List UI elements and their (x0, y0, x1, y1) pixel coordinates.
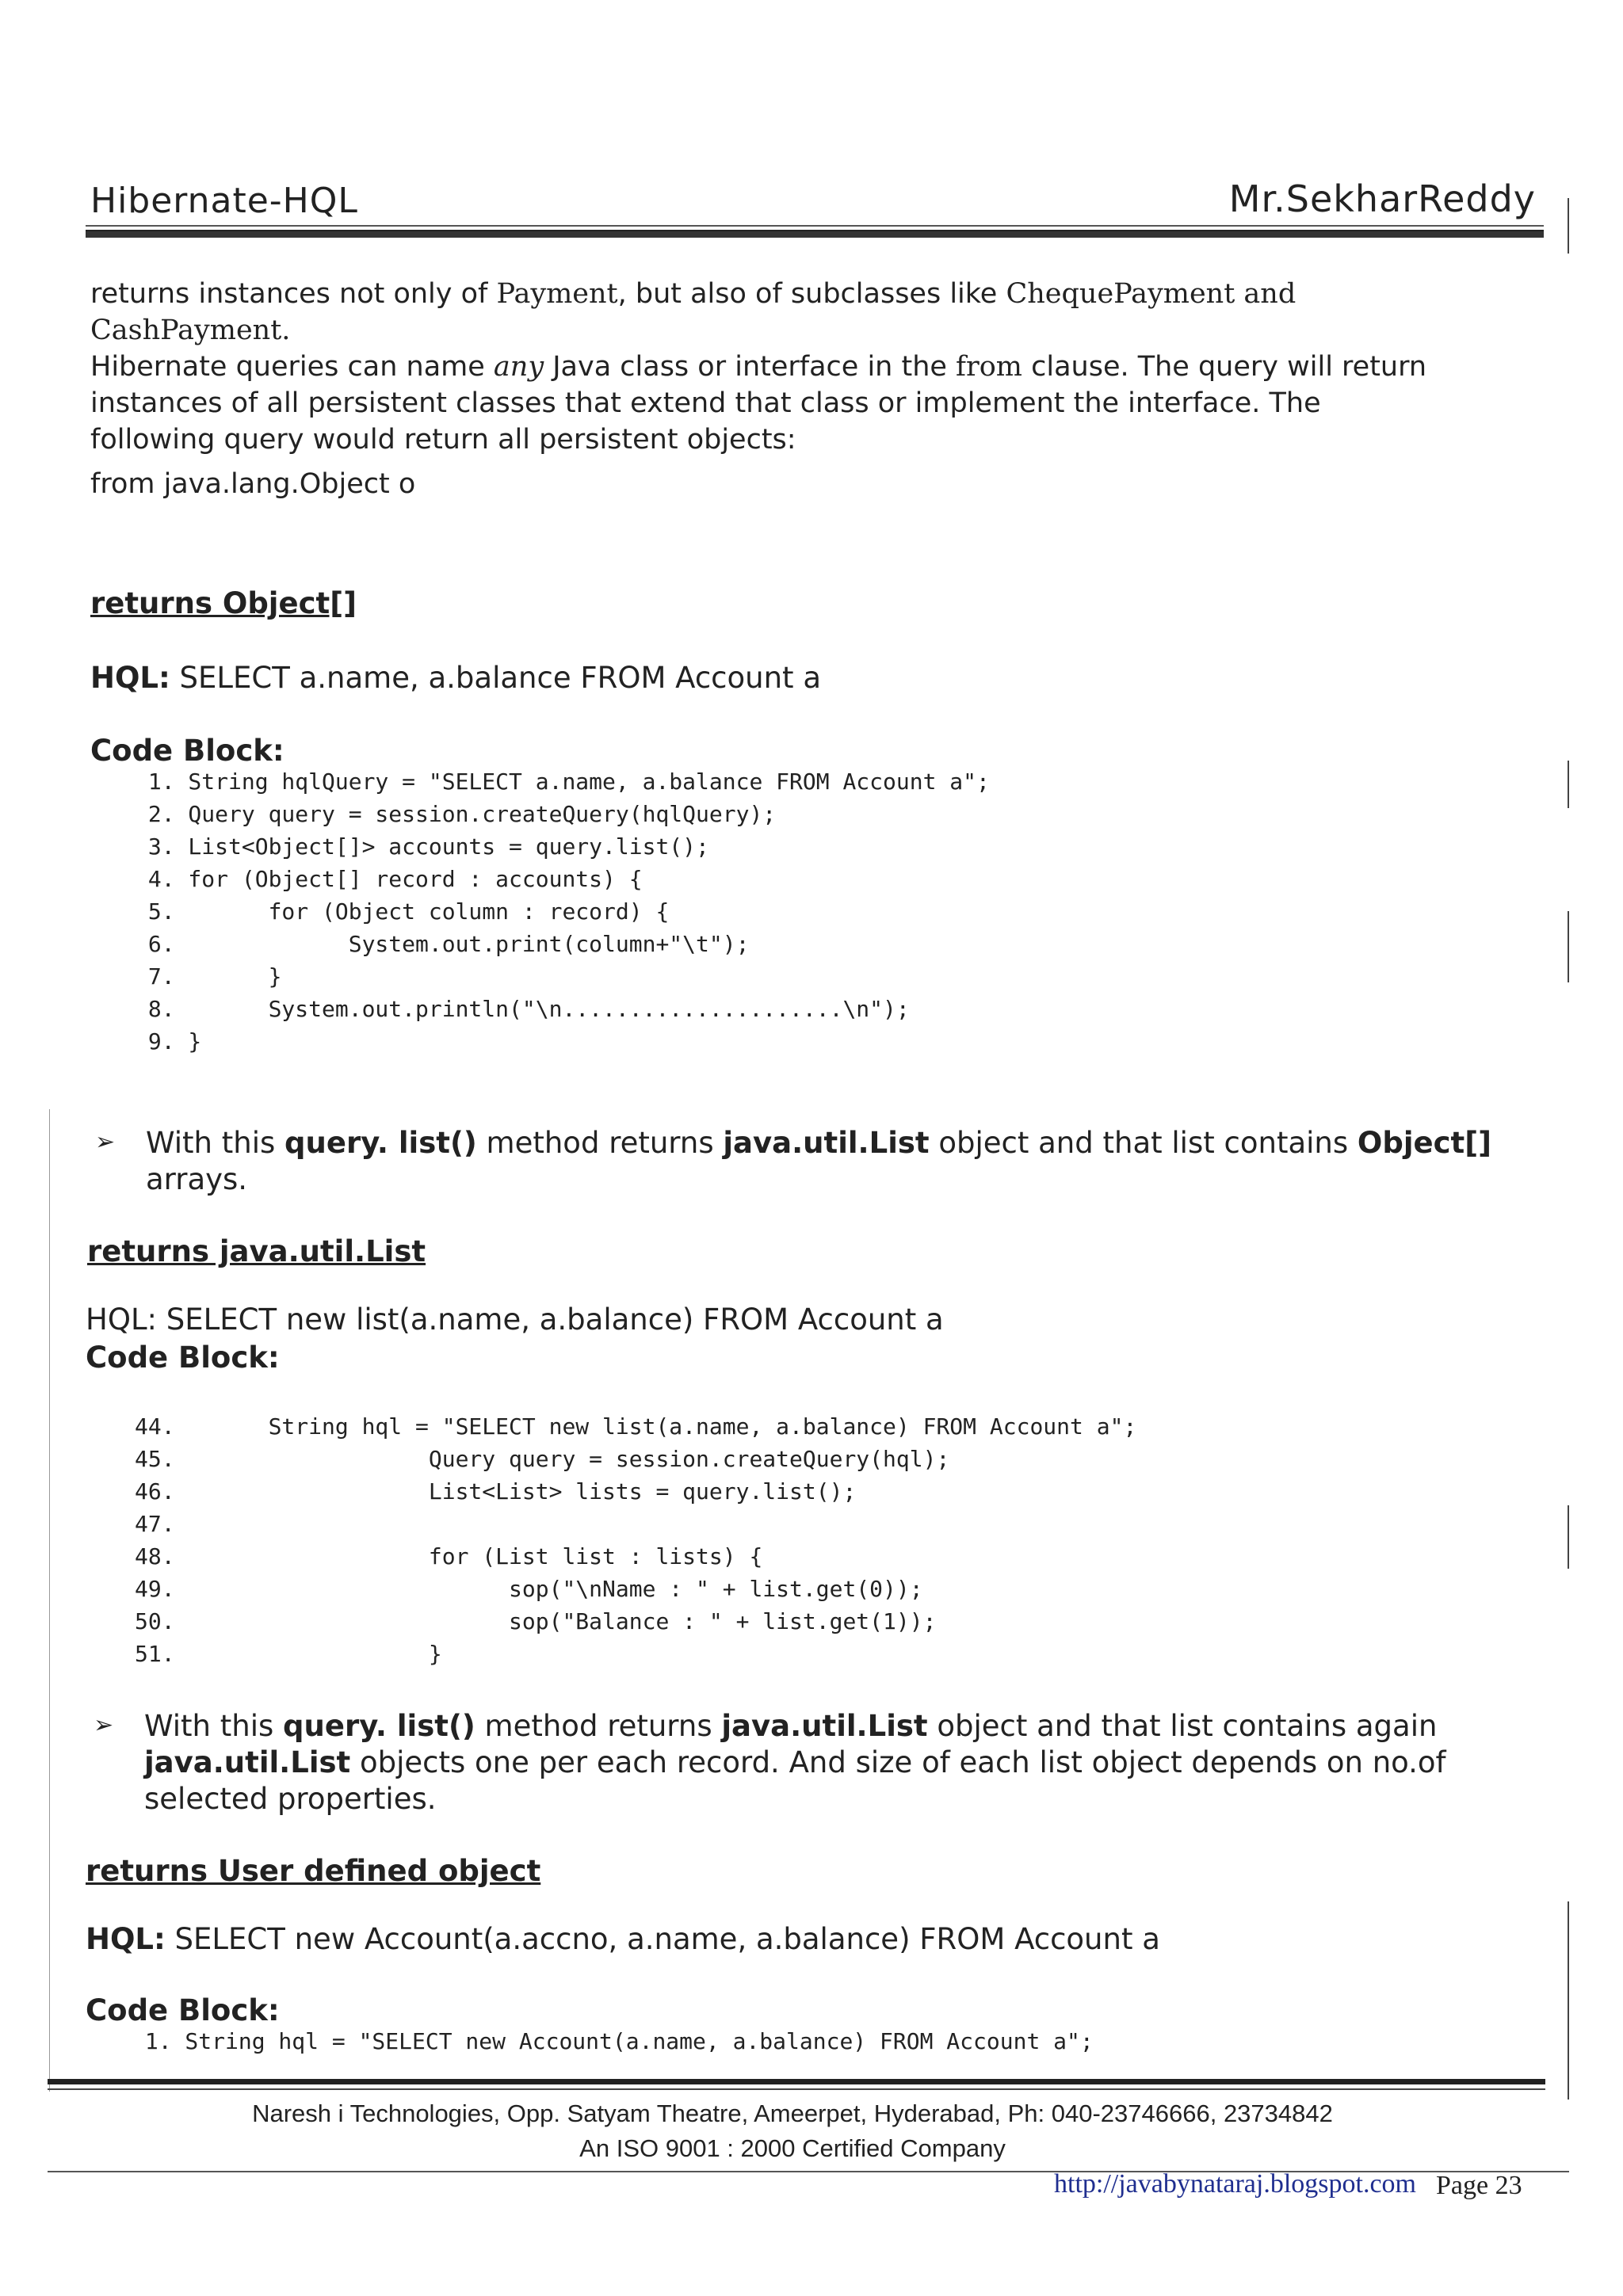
code-line: 2. Query query = session.createQuery(hqlQuery); (135, 801, 777, 827)
hql-statement: HQL: SELECT new list(a.name, a.balance) FROM Account a (86, 1302, 944, 1337)
footer-rule (48, 2079, 1545, 2084)
header-title: Hibernate-HQL (90, 181, 358, 221)
code-line: 1. String hqlQuery = "SELECT a.name, a.balance FROM Account a"; (135, 769, 990, 795)
intro-line-3: instances of all persistent classes that extend that class or implement the interface. The (90, 387, 1321, 419)
code-line: 50. sop("Balance : " + list.get(1)); (135, 1608, 937, 1634)
margin-mark (1568, 911, 1569, 982)
code-line: 8. System.out.println("\n.....................\n"); (135, 996, 910, 1022)
intro-line-2: Hibernate queries can name any Java class or interface in the from clause. The query will return (90, 351, 1427, 383)
code-line: 45. Query query = session.createQuery(hql); (135, 1446, 950, 1472)
section-heading: returns java.util.List (87, 1234, 426, 1268)
code-line: 46. List<List> lists = query.list(); (135, 1478, 857, 1505)
header-rule-thin (86, 225, 1544, 227)
footer-rule-thin (48, 2088, 1545, 2090)
margin-mark (1568, 1901, 1569, 2100)
code-block (135, 1413, 1136, 1673)
code-line: 48. for (List list : lists) { (135, 1543, 763, 1569)
bullet-arrow-icon: ➢ (95, 1128, 116, 1156)
code-line: 3. List<Object[]> accounts = query.list(); (135, 833, 709, 860)
code-line: 9. } (135, 1028, 202, 1055)
footer-address: Naresh i Technologies, Opp. Satyam Theatre, Ameerpet, Hyderabad, Ph: 040-23746666, 23734842 (252, 2100, 1333, 2127)
header-rule (86, 230, 1544, 238)
footer-certification: An ISO 9001 : 2000 Certified Company (579, 2134, 1006, 2162)
margin-mark (1568, 761, 1569, 808)
code-line: 44. String hql = "SELECT new list(a.name, a.balance) FROM Account a"; (135, 1413, 1137, 1440)
intro-example: from java.lang.Object o (90, 468, 416, 500)
intro-line-1: returns instances not only of Payment, but also of subclasses like ChequePayment and CashPayment. (90, 278, 1296, 346)
code-block-label: Code Block: (86, 1993, 280, 2027)
blog-link[interactable]: http://javabynataraj.blogspot.com (1054, 2169, 1417, 2199)
code-block (135, 769, 990, 1061)
code-line: 49. sop("\nName : " + list.get(0)); (135, 1576, 923, 1602)
hql-statement: HQL: SELECT a.name, a.balance FROM Account a (90, 661, 821, 695)
bullet-note: With this query. list() method returns java.util.List object and that list contains Object[] arrays. (146, 1126, 1492, 1196)
section-heading: returns User defined object (86, 1854, 541, 1888)
page-number: Page 23 (1436, 2171, 1522, 2200)
code-line: 5. for (Object column : record) { (135, 898, 670, 925)
hql-statement: HQL: SELECT new Account(a.accno, a.name, a.balance) FROM Account a (86, 1922, 1160, 1956)
code-line: 51. } (135, 1641, 442, 1667)
code-block-label: Code Block: (90, 734, 285, 768)
code-line: 4. for (Object[] record : accounts) { (135, 866, 643, 892)
bullet-arrow-icon: ➢ (94, 1711, 114, 1739)
section-heading: returns Object[] (90, 586, 357, 620)
header-author: Mr.SekharReddy (1228, 177, 1536, 220)
code-block-label: Code Block: (86, 1341, 280, 1375)
code-line: 1. String hql = "SELECT new Account(a.name, a.balance) FROM Account a"; (132, 2028, 1094, 2054)
intro-line-4: following query would return all persistent objects: (90, 424, 796, 456)
code-line: 7. } (135, 963, 282, 990)
margin-mark (1568, 198, 1569, 254)
code-line: 6. System.out.print(column+"\t"); (135, 931, 750, 957)
margin-mark (49, 1109, 50, 2092)
code-line: 47. (135, 1511, 175, 1537)
margin-mark (1568, 1505, 1569, 1569)
bullet-note: With this query. list() method returns java.util.List object and that list contains again java.util.List objects one per each record. And size of each list object depends on no.of selected properties. (144, 1709, 1446, 1816)
intro-paragraph (90, 276, 1501, 458)
code-block (132, 2028, 1094, 2061)
